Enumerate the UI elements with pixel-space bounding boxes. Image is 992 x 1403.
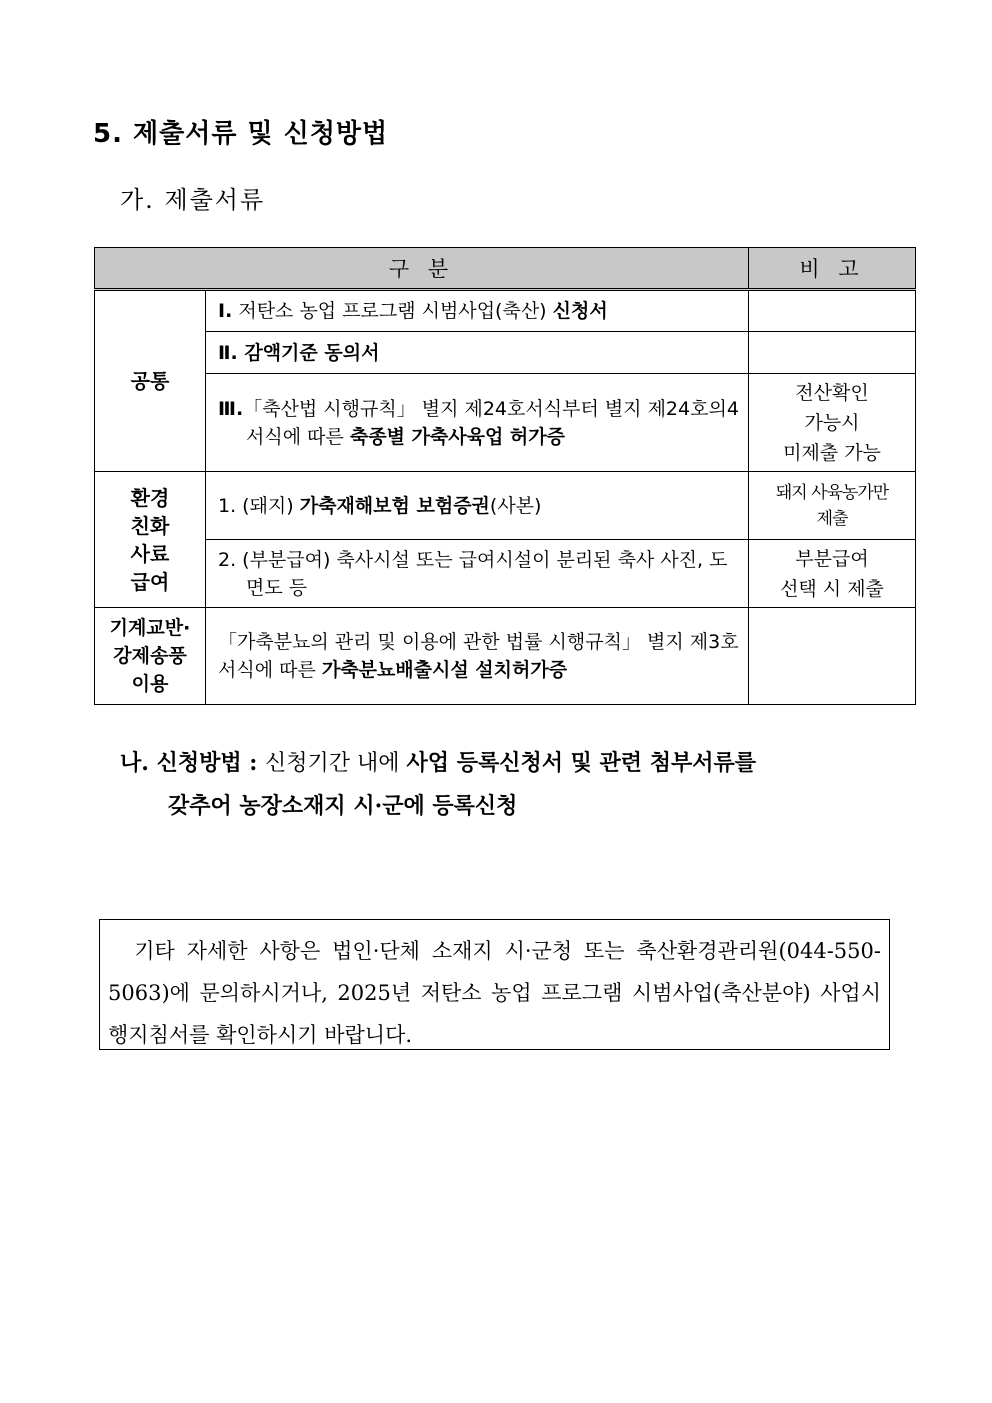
roman-numeral: Ⅱ. <box>218 341 238 364</box>
note-line: 전산확인 <box>795 381 869 404</box>
header-note: 비 고 <box>749 248 916 290</box>
item-text: (사본) <box>489 494 542 517</box>
row-livestock-license <box>206 374 749 472</box>
row-insurance <box>206 472 749 540</box>
roman-numeral: Ⅲ. <box>218 397 244 420</box>
roman-numeral: Ⅰ. <box>218 300 233 322</box>
table-row <box>95 374 916 472</box>
table-row <box>95 332 916 374</box>
group-common: 공통 <box>95 290 206 472</box>
note-line: 선택 시 제출 <box>780 577 884 600</box>
row-note <box>749 608 916 705</box>
table-row <box>95 540 916 608</box>
note-line: 미제출 가능 <box>783 441 881 464</box>
row-facility-photo <box>206 540 749 608</box>
group-eco-feed: 환경 친화 사료 급여 <box>95 472 206 608</box>
row-note <box>749 472 916 540</box>
colon: : <box>241 750 266 776</box>
item-text: 「가축분뇨의 관리 및 이용에 관한 법률 시행규칙」 별지 제3호서식에 따른 <box>218 631 739 681</box>
row-application-form <box>206 290 749 332</box>
table-row <box>95 608 916 705</box>
table-header-row <box>95 248 916 290</box>
application-line-1 <box>120 742 900 785</box>
table-row <box>95 290 916 332</box>
note-line: 제출 <box>816 508 848 529</box>
group-machine: 기계교반· 강제송풍 이용 <box>95 608 206 705</box>
documents-table <box>94 247 916 705</box>
item-bold-text: 신청서 <box>552 300 608 322</box>
item-text: 1. (돼지) <box>218 494 300 517</box>
item-text: 저탄소 농업 프로그램 시범사업(축산) <box>232 300 553 322</box>
item-bold-text: 감액기준 동의서 <box>237 341 380 364</box>
row-note <box>749 374 916 472</box>
row-manure-license <box>206 608 749 705</box>
item-text: 「축산법 시행규칙」 별지 제24호서식부터 별지 제24호의4서식에 따른 <box>243 397 739 448</box>
note-line: 돼지 사육농가만 <box>775 482 889 503</box>
table-row <box>95 472 916 540</box>
notice-box: 기타 자세한 사항은 법인·단체 소재지 시·군청 또는 축산환경관리원(044-550-5063)에 문의하시거나, 2025년 저탄소 농업 프로그램 시범사업(축산분야) 사업시행지침서를 확인하시기 바랍니다. <box>99 919 890 1050</box>
row-note <box>749 540 916 608</box>
application-label: 나. 신청방법 <box>120 750 242 776</box>
note-line: 가능시 <box>804 411 860 434</box>
row-consent-form <box>206 332 749 374</box>
note-line: 부분급여 <box>795 547 869 570</box>
application-line-2: 갖추어 농장소재지 시·군에 등록신청 <box>168 793 518 819</box>
section-heading: 5. 제출서류 및 신청방법 <box>93 119 389 149</box>
subsection-heading: 가. 제출서류 <box>120 186 266 214</box>
header-category: 구 분 <box>95 248 749 290</box>
item-bold-text: 가축분뇨배출시설 설치허가증 <box>321 659 568 681</box>
item-text: 2. (부분급여) 축사시설 또는 급여시설이 분리된 축사 사진, 도면도 등 <box>218 548 728 599</box>
row-note <box>749 290 916 332</box>
application-method <box>120 742 900 827</box>
row-note <box>749 332 916 374</box>
item-bold-text: 가축재해보험 보험증권 <box>299 494 490 517</box>
application-bold-text: 사업 등록신청서 및 관련 첨부서류를 <box>406 750 756 776</box>
item-bold-text: 축종별 가축사육업 허가증 <box>349 425 565 448</box>
application-text: 신청기간 내에 <box>265 751 407 776</box>
